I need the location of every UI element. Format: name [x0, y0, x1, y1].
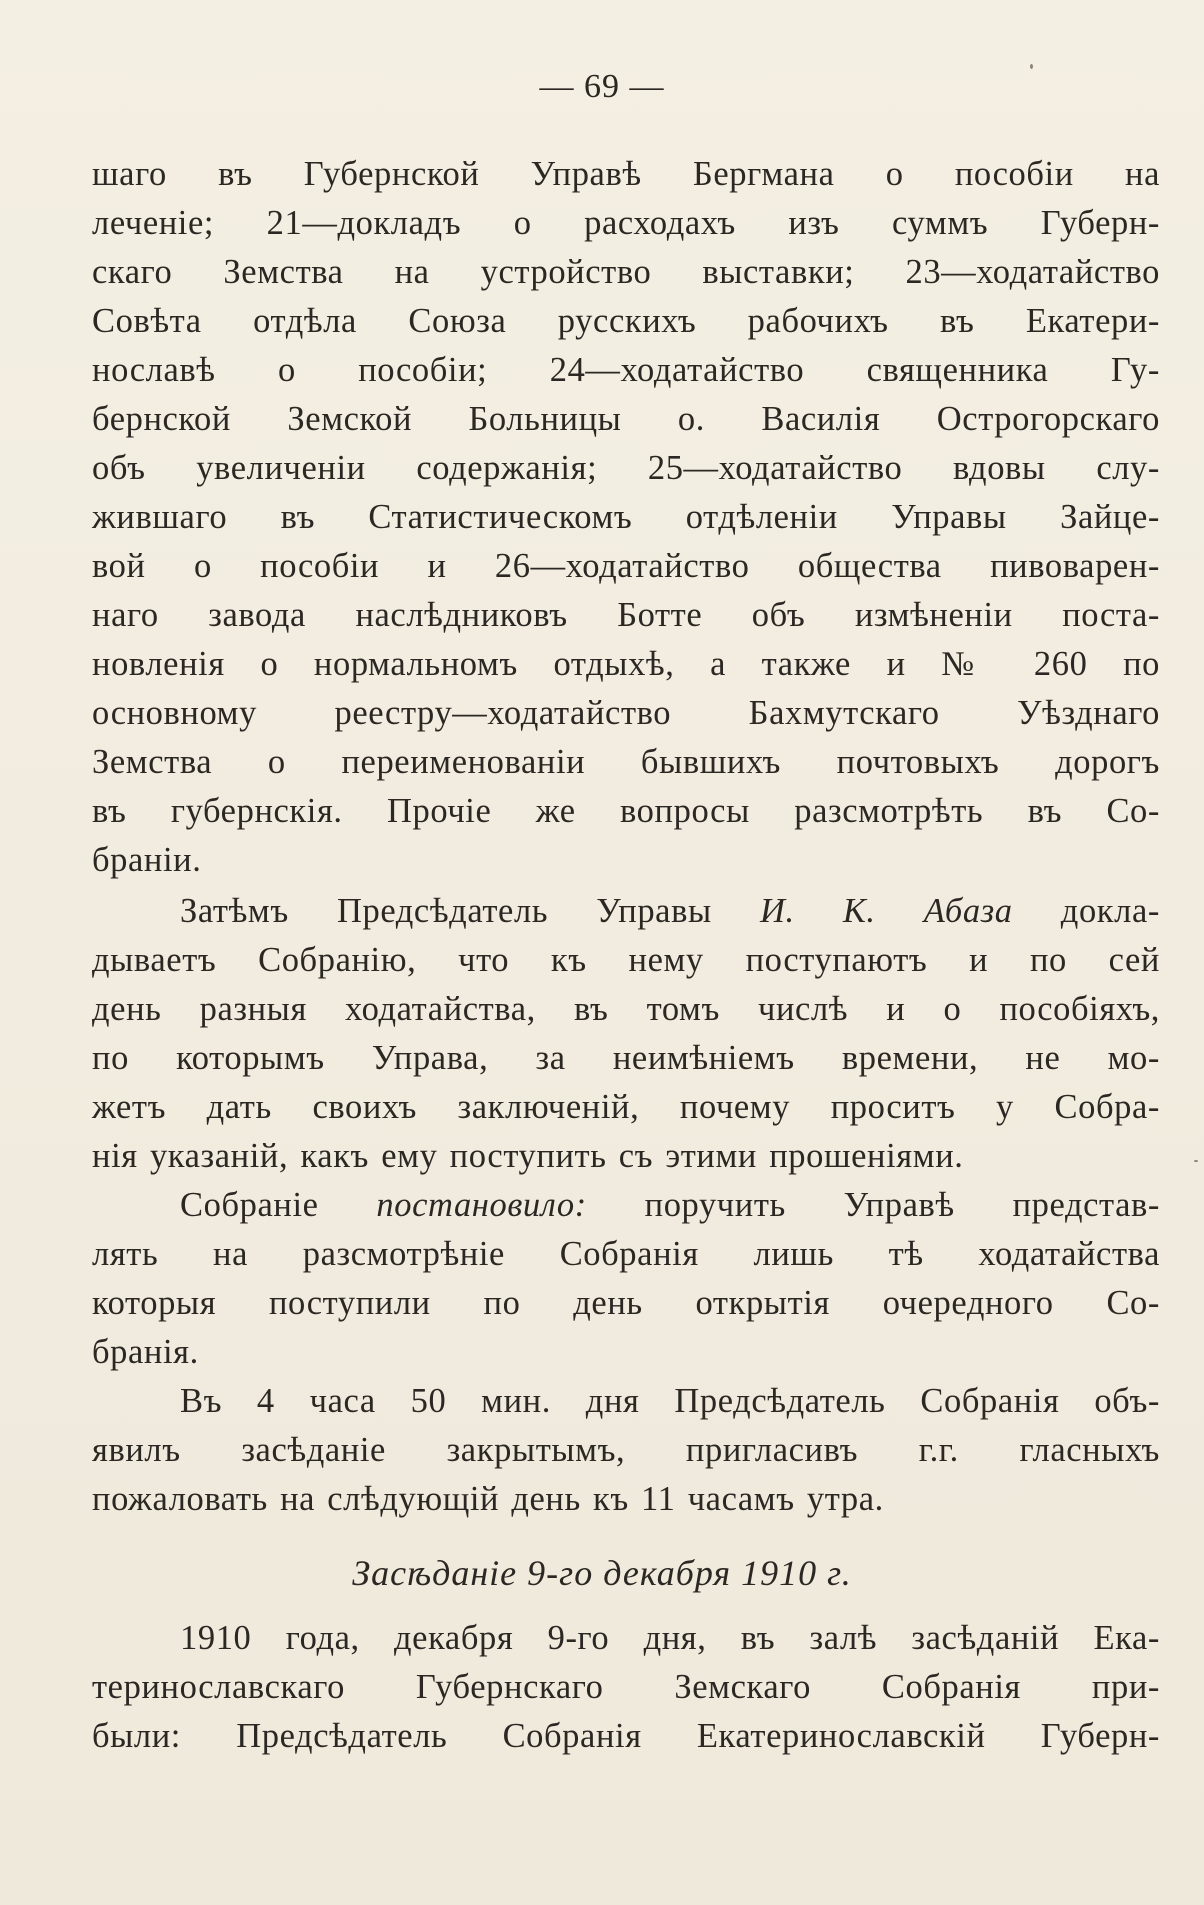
text-line: нія указаній, какъ ему поступить съ этими прошеніями. [92, 1137, 964, 1175]
text-line: нославѣ о пособіи; 24—ходатайство священника Гу- [92, 351, 1160, 389]
text-line: вой о пособіи и 26—ходатайство общества пивоварен- [92, 547, 1160, 585]
text-segment: докла- [1012, 892, 1160, 930]
text-line [92, 1181, 1160, 1230]
resolution-word: постановило: [376, 1186, 587, 1224]
text-line: въ губернскія. Прочіе же вопросы разсмотрѣть въ Со- [92, 792, 1160, 830]
paragraph-chairman-report [92, 887, 1160, 1181]
text-line: основному реестру—ходатайство Бахмутскаго Уѣзднаго [92, 694, 1160, 732]
text-line: шаго въ Губернской Управѣ Бергмана о пособіи на [92, 155, 1160, 193]
paper-speck [1030, 64, 1033, 69]
paragraph-resolution [92, 1181, 1160, 1377]
paragraph-session-opening [92, 1614, 1160, 1761]
text-segment: Собраніе [180, 1186, 377, 1224]
text-line: теринославскаго Губернскаго Земскаго Собранія при- [92, 1668, 1160, 1706]
text-line: объ увеличеніи содержанія; 25—ходатайство вдовы слу- [92, 449, 1160, 487]
text-line: Въ 4 часа 50 мин. дня Предсѣдатель Собранія объ- [180, 1382, 1160, 1420]
text-line: лять на разсмотрѣніе Собранія лишь тѣ ходатайства [92, 1235, 1160, 1273]
paragraph-session-closed [92, 1377, 1160, 1524]
text-line: бернской Земской Больницы о. Василія Острогорскаго [92, 400, 1160, 438]
text-segment: поручить Управѣ представ- [586, 1186, 1160, 1224]
text-line: день разныя ходатайства, въ томъ числѣ и о пособіяхъ, [92, 990, 1160, 1028]
section-heading: Засѣданіе 9-го декабря 1910 г. [352, 1553, 852, 1593]
paper-speck [1194, 1160, 1198, 1162]
text-line [92, 887, 1160, 936]
text-line: леченіе; 21—докладъ о расходахъ изъ суммъ Губерн- [92, 204, 1160, 242]
text-line: браніи. [92, 841, 202, 879]
text-line: дываетъ Собранію, что къ нему поступаютъ и по сей [92, 941, 1160, 979]
text-line: наго завода наслѣдниковъ Ботте объ измѣненіи поста- [92, 596, 1160, 634]
text-line: скаго Земства на устройство выставки; 23—ходатайство [92, 253, 1160, 291]
text-line: новленія о нормальномъ отдыхѣ, а также и № 260 по [92, 645, 1160, 683]
person-name: И. К. Абаза [759, 892, 1013, 930]
text-line: по которымъ Управа, за неимѣніемъ времени, не мо- [92, 1039, 1160, 1077]
text-line: которыя поступили по день открытія очередного Со- [92, 1284, 1160, 1322]
paragraph-petitions-list [92, 150, 1160, 885]
text-line: Земства о переименованіи бывшихъ почтовыхъ дорогъ [92, 743, 1160, 781]
page-number: — 69 — [539, 68, 665, 105]
text-line: бранія. [92, 1333, 199, 1371]
text-line: явилъ засѣданіе закрытымъ, пригласивъ г.г. гласныхъ [92, 1431, 1160, 1469]
text-line: 1910 года, декабря 9-го дня, въ залѣ засѣданій Ека- [180, 1619, 1160, 1657]
text-line: жившаго въ Статистическомъ отдѣленіи Управы Зайце- [92, 498, 1160, 536]
text-line: пожаловать на слѣдующій день къ 11 часамъ утра. [92, 1480, 884, 1518]
text-line: были: Предсѣдатель Собранія Екатеринославскій Губерн- [92, 1717, 1160, 1755]
text-line: Совѣта отдѣла Союза русскихъ рабочихъ въ Екатери- [92, 302, 1160, 340]
text-segment: Затѣмъ Предсѣдатель Управы [180, 892, 760, 930]
text-line: жетъ дать своихъ заключеній, почему проситъ у Собра- [92, 1088, 1160, 1126]
